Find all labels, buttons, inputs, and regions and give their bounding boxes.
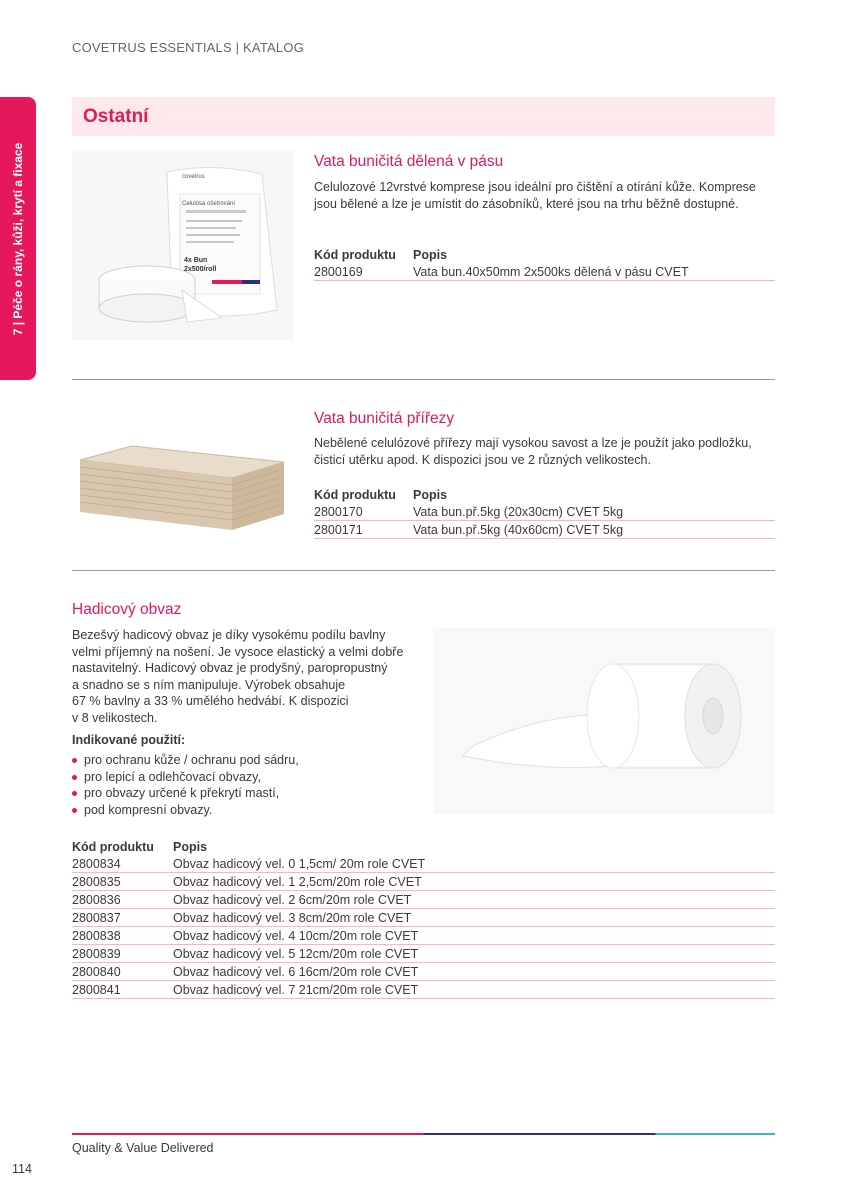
table-row xyxy=(314,503,775,521)
col-desc-header: Popis xyxy=(173,839,208,854)
product-code: 2800170 xyxy=(314,503,413,521)
product-desc: Vata bun.40x50mm 2x500ks dělená v pásu CVET xyxy=(413,263,775,281)
product-desc: Obvaz hadicový vel. 4 10cm/20m role CVET xyxy=(173,927,775,945)
description-line: 67 % bavlny a 33 % umělého hedvábí. K dispozici xyxy=(72,694,349,708)
product-title: Vata buničitá dělená v pásu xyxy=(314,153,504,170)
product-table xyxy=(72,838,775,999)
product-image-cellulose-sheets xyxy=(72,420,294,540)
indications-list xyxy=(72,752,412,818)
col-desc-header: Popis xyxy=(413,247,448,262)
table-row xyxy=(72,873,775,891)
product-desc: Vata bun.př.5kg (40x60cm) CVET 5kg xyxy=(413,521,775,539)
product-code: 2800836 xyxy=(72,891,173,909)
table-row xyxy=(72,891,775,909)
chapter-tab-label: 7 | Péče o rány, kůži, krytí a fixace xyxy=(11,142,25,335)
description-line: Bezešvý hadicový obvaz je díky vysokému podílu bavlny xyxy=(72,628,386,642)
product-desc: Obvaz hadicový vel. 3 8cm/20m role CVET xyxy=(173,909,775,927)
section-divider xyxy=(72,379,775,380)
list-item: pro ochranu kůže / ochranu pod sádru, xyxy=(72,752,412,769)
col-code-header: Kód produktu xyxy=(314,487,396,502)
product-image-tubular-bandage xyxy=(433,628,775,814)
product-code: 2800841 xyxy=(72,981,173,999)
product-desc: Obvaz hadicový vel. 1 2,5cm/20m role CVET xyxy=(173,873,775,891)
product-code: 2800169 xyxy=(314,263,413,281)
product-desc: Vata bun.př.5kg (20x30cm) CVET 5kg xyxy=(413,503,775,521)
page-number: 114 xyxy=(12,1162,32,1176)
product-description: Celulozové 12vrstvé komprese jsou ideální pro čištění a otírání kůže. Komprese jsou bělené a lze je umístit do zásobníků, které jsou na trhu běžně dostupné. xyxy=(314,180,756,211)
col-code-header: Kód produktu xyxy=(314,247,396,262)
product-code: 2800839 xyxy=(72,945,173,963)
table-row xyxy=(72,909,775,927)
description-line: v 8 velikostech. xyxy=(72,710,158,725)
product-code: 2800171 xyxy=(314,521,413,539)
cellulose-pack-count: 4x Bun xyxy=(184,257,208,264)
chapter-tab xyxy=(0,97,36,380)
footer-tagline: Quality & Value Delivered xyxy=(72,1141,214,1155)
indications-title: Indikované použití: xyxy=(72,733,186,747)
description-line: a snadno se s ním manipuluje. Výrobek obsahuje xyxy=(72,677,346,692)
footer-rule xyxy=(72,1133,775,1135)
col-code-header: Kód produktu xyxy=(72,839,154,854)
product-title: Hadicový obvaz xyxy=(72,601,182,618)
product-image-cellulose-rolls xyxy=(72,150,294,340)
table-row xyxy=(72,963,775,981)
section-title: Ostatní xyxy=(83,106,149,127)
cellulose-sheets-illustration xyxy=(72,420,294,540)
cellulose-pack-brand: covetrus xyxy=(182,174,205,180)
tubular-bandage-illustration xyxy=(433,628,775,814)
product-desc: Obvaz hadicový vel. 2 6cm/20m role CVET xyxy=(173,891,775,909)
table-row xyxy=(72,927,775,945)
table-row xyxy=(314,263,775,281)
product-code: 2800840 xyxy=(72,963,173,981)
catalog-header: COVETRUS ESSENTIALS | KATALOG xyxy=(72,40,304,55)
description-line: nastavitelný. Hadicový obvaz je prodyšný, paropropustný xyxy=(72,661,388,675)
col-desc-header: Popis xyxy=(413,487,448,502)
table-row xyxy=(72,855,775,873)
product-code: 2800834 xyxy=(72,855,173,873)
cellulose-rolls-illustration xyxy=(72,150,294,340)
product-description xyxy=(72,627,432,726)
table-row xyxy=(72,945,775,963)
section-header xyxy=(72,97,775,136)
table-row xyxy=(314,521,775,539)
product-desc: Obvaz hadicový vel. 7 21cm/20m role CVET xyxy=(173,981,775,999)
product-code: 2800838 xyxy=(72,927,173,945)
product-desc: Obvaz hadicový vel. 0 1,5cm/ 20m role CVET xyxy=(173,855,775,873)
product-title: Vata buničitá přířezy xyxy=(314,410,455,427)
product-desc: Obvaz hadicový vel. 6 16cm/20m role CVET xyxy=(173,963,775,981)
list-item: pod kompresní obvazy. xyxy=(72,802,412,819)
product-description: Nebělené celulózové přířezy mají vysokou savost a lze je použít jako podložku, čisticí utěrku apod. K dispozici jsou ve 2 různých velikostech. xyxy=(314,436,752,467)
list-item: pro lepicí a odlehčovací obvazy, xyxy=(72,769,412,786)
product-table xyxy=(314,486,775,539)
product-desc: Obvaz hadicový vel. 5 12cm/20m role CVET xyxy=(173,945,775,963)
list-item: pro obvazy určené k překrytí mastí, xyxy=(72,785,412,802)
product-code: 2800837 xyxy=(72,909,173,927)
description-line: velmi příjemný na nošení. Je vysoce elastický a velmi dobře xyxy=(72,644,404,659)
product-table xyxy=(314,246,775,281)
table-row xyxy=(72,981,775,999)
product-code: 2800835 xyxy=(72,873,173,891)
section-divider xyxy=(72,570,775,571)
cellulose-pack-name: Celulosa ošetrování xyxy=(182,201,236,207)
cellulose-pack-roll: 2x500/roll xyxy=(184,266,217,273)
